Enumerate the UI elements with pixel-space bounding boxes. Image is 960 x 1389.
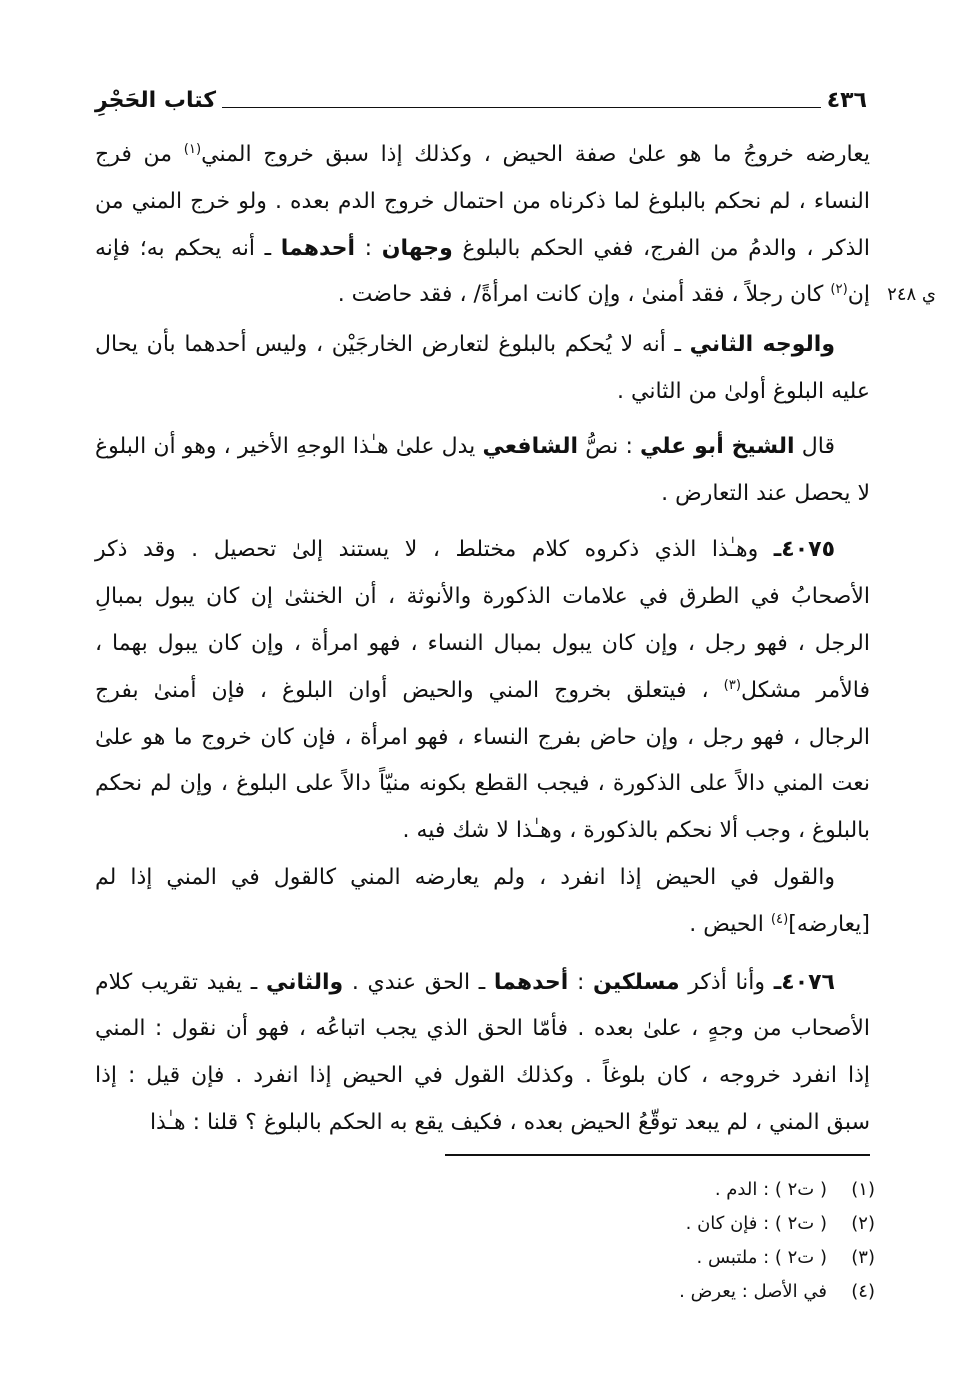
- text-run: فالأمر مشكل: [741, 677, 870, 703]
- page-header: [95, 84, 867, 116]
- text-body: [95, 132, 870, 1147]
- text-run: الرجال ، فهو رجل ، وإن حاض بفرج النساء ، فهو امرأة ، فإن كان خروج ما هو علىٰ: [95, 724, 870, 750]
- text-run: ـ أنه لا يُحكم بالبلوغ لتعارض الخارجَيْن ، وليس أحدهما بأن يحال: [95, 332, 690, 358]
- text-line: [95, 226, 870, 273]
- header-rule: [222, 107, 821, 108]
- text-run: :: [355, 235, 382, 261]
- text-line: [95, 960, 870, 1007]
- bold-term: ٤٠٧٦ـ: [773, 969, 835, 995]
- text-run: ـ أنه يحكم به؛ فإنه: [95, 235, 281, 261]
- text-run: ـ الحق عندي .: [343, 969, 494, 995]
- footnotes: [445, 1173, 875, 1309]
- footnote-number: (٤): [851, 1281, 875, 1302]
- paragraph: [95, 527, 870, 855]
- text-run: الرجل ، فهو رجل ، وإن كان يبول بمبال النساء ، فهو امرأة ، وإن كان يبول بهما ،: [95, 630, 870, 656]
- bold-term: والثاني: [265, 969, 344, 995]
- text-run: كان رجلاً ، فقد أمنىٰ ، وإن كانت امرأةً/ ، فقد حاضت .: [337, 282, 831, 308]
- bold-term: أحدهما: [280, 235, 356, 261]
- footnote: [445, 1275, 875, 1309]
- text-run: يعارضه خروجُ ما هو علىٰ صفة الحيض ، وكذلك إذا سبق خروج المني: [201, 142, 870, 167]
- text-line: [95, 179, 870, 226]
- bold-term: ٤٠٧٥ـ: [773, 537, 835, 563]
- bold-term: والوجه الثاني: [689, 332, 835, 358]
- paragraph: [95, 424, 870, 518]
- text-line: [95, 668, 870, 715]
- text-line: [95, 574, 870, 621]
- footnote-ref: (٤): [770, 911, 789, 927]
- text-run: قال: [794, 433, 835, 459]
- text-line: [95, 715, 870, 762]
- text-run: [يعارضه]: [788, 911, 870, 937]
- text-run: يدل علىٰ هـٰذا الوجهِ الأخير ، وهو أن البلوغ: [95, 433, 483, 459]
- footnote-ref: (١): [183, 142, 202, 158]
- text-line: [95, 424, 870, 471]
- text-run: : نصُّ: [578, 433, 641, 459]
- bold-term: الشيخ أبو علي: [640, 433, 795, 459]
- text-run: لا يحصل عند التعارض .: [661, 480, 870, 506]
- footnote-separator: [445, 1154, 870, 1156]
- text-run: والقول في الحيض إذا انفرد ، ولم يعارضه المني كالقول في المني إذا لم: [95, 864, 835, 890]
- text-run: من فرج: [95, 142, 184, 167]
- text-line: [95, 322, 870, 369]
- text-run: الأصحاب من وجهٍ ، علىٰ بعده . فأمّا الحق الذي يجب اتباعُه ، فهو أن نقول : المني: [95, 1016, 870, 1042]
- footnote-ref: (٢): [830, 282, 848, 298]
- text-run: عليه البلوغ أولىٰ من الثاني .: [617, 378, 870, 404]
- footnote-number: (٢): [851, 1213, 875, 1234]
- footnote: [445, 1173, 875, 1207]
- book-title: كتاب الحَجْرِ: [95, 87, 216, 113]
- text-line: [95, 369, 870, 416]
- text-line: [95, 1053, 870, 1100]
- text-line: [95, 272, 870, 319]
- text-run: ـ يفيد تقريب كلام: [95, 969, 266, 995]
- text-line: [95, 621, 870, 668]
- text-line: [95, 1100, 870, 1147]
- paragraph: [95, 855, 870, 949]
- text-run: الحيض .: [689, 911, 771, 937]
- footnote-ref: (٣): [723, 677, 742, 693]
- text-run: سبق المني ، لم يبعد توقّعُ الحيض بعده ، فكيف يقع به الحكم بالبلوغ ؟ قلنا : هـٰذا: [149, 1109, 870, 1135]
- text-run: إذا انفرد خروجه ، كان بلوغاً . وكذلك القول في الحيض إذا انفرد . فإن قيل : إذا: [95, 1063, 870, 1089]
- footnote: [445, 1207, 875, 1241]
- text-run: :: [568, 969, 594, 995]
- margin-note: ي ٢٤٨: [887, 284, 936, 305]
- text-line: [95, 471, 870, 518]
- footnote-text: ( ت٢ ) : فإن كان .: [685, 1213, 827, 1234]
- footnote-text: ( ت٢ ) : الدم .: [714, 1179, 827, 1200]
- text-line: [95, 808, 870, 855]
- footnote: [445, 1241, 875, 1275]
- text-line: [95, 902, 870, 949]
- bold-term: مسلكين: [593, 969, 680, 995]
- text-line: [95, 527, 870, 574]
- text-run: بالبلوغ ، وجب ألا نحكم بالذكورة ، وهـٰذا لا شك فيه .: [402, 818, 870, 844]
- bold-term: وجهان: [381, 235, 453, 261]
- text-run: الذكر ، والدمُ من الفرج، ففي الحكم بالبلوغ: [452, 235, 871, 261]
- text-run: النساء ، لم نحكم بالبلوغ لما ذكرناه من احتمال خروج الدم بعده . ولو خرج المني من: [95, 188, 870, 214]
- page-number: ٤٣٦: [826, 87, 867, 113]
- footnote-text: في الأصل : يعرض .: [679, 1281, 827, 1302]
- text-run: نعت المني دالاً على الذكورة ، فيجب القطع بكونه منيّاً دالاً على البلوغ ، وإن لم نحكم: [95, 771, 870, 797]
- text-run: الأصحابُ في الطرق في علامات الذكورة والأنوثة ، أن الخنثىٰ إن كان يبول بمبالِ: [95, 584, 870, 610]
- bold-term: الشافعي: [482, 433, 579, 459]
- footnote-text: ( ت٢ ) : ملتبس .: [696, 1247, 827, 1268]
- paragraph: [95, 322, 870, 416]
- text-line: [95, 132, 870, 179]
- text-line: [95, 761, 870, 808]
- footnote-number: (٣): [851, 1247, 875, 1268]
- text-run: إن: [847, 282, 870, 308]
- text-run: ، فيتعلق بخروج المني والحيض أوان البلوغ ، فإن أمنىٰ بفرج: [95, 677, 724, 703]
- text-line: [95, 1006, 870, 1053]
- text-run: وأنا أذكر: [679, 969, 774, 995]
- bold-term: أحدهما: [493, 969, 569, 995]
- paragraph: [95, 132, 870, 319]
- paragraph: [95, 960, 870, 1147]
- text-line: [95, 855, 870, 902]
- text-run: وهـٰذا الذي ذكروه كلام مختلط ، لا يستند إلىٰ تحصيل . وقد ذكر: [95, 537, 774, 563]
- footnote-number: (١): [851, 1179, 875, 1200]
